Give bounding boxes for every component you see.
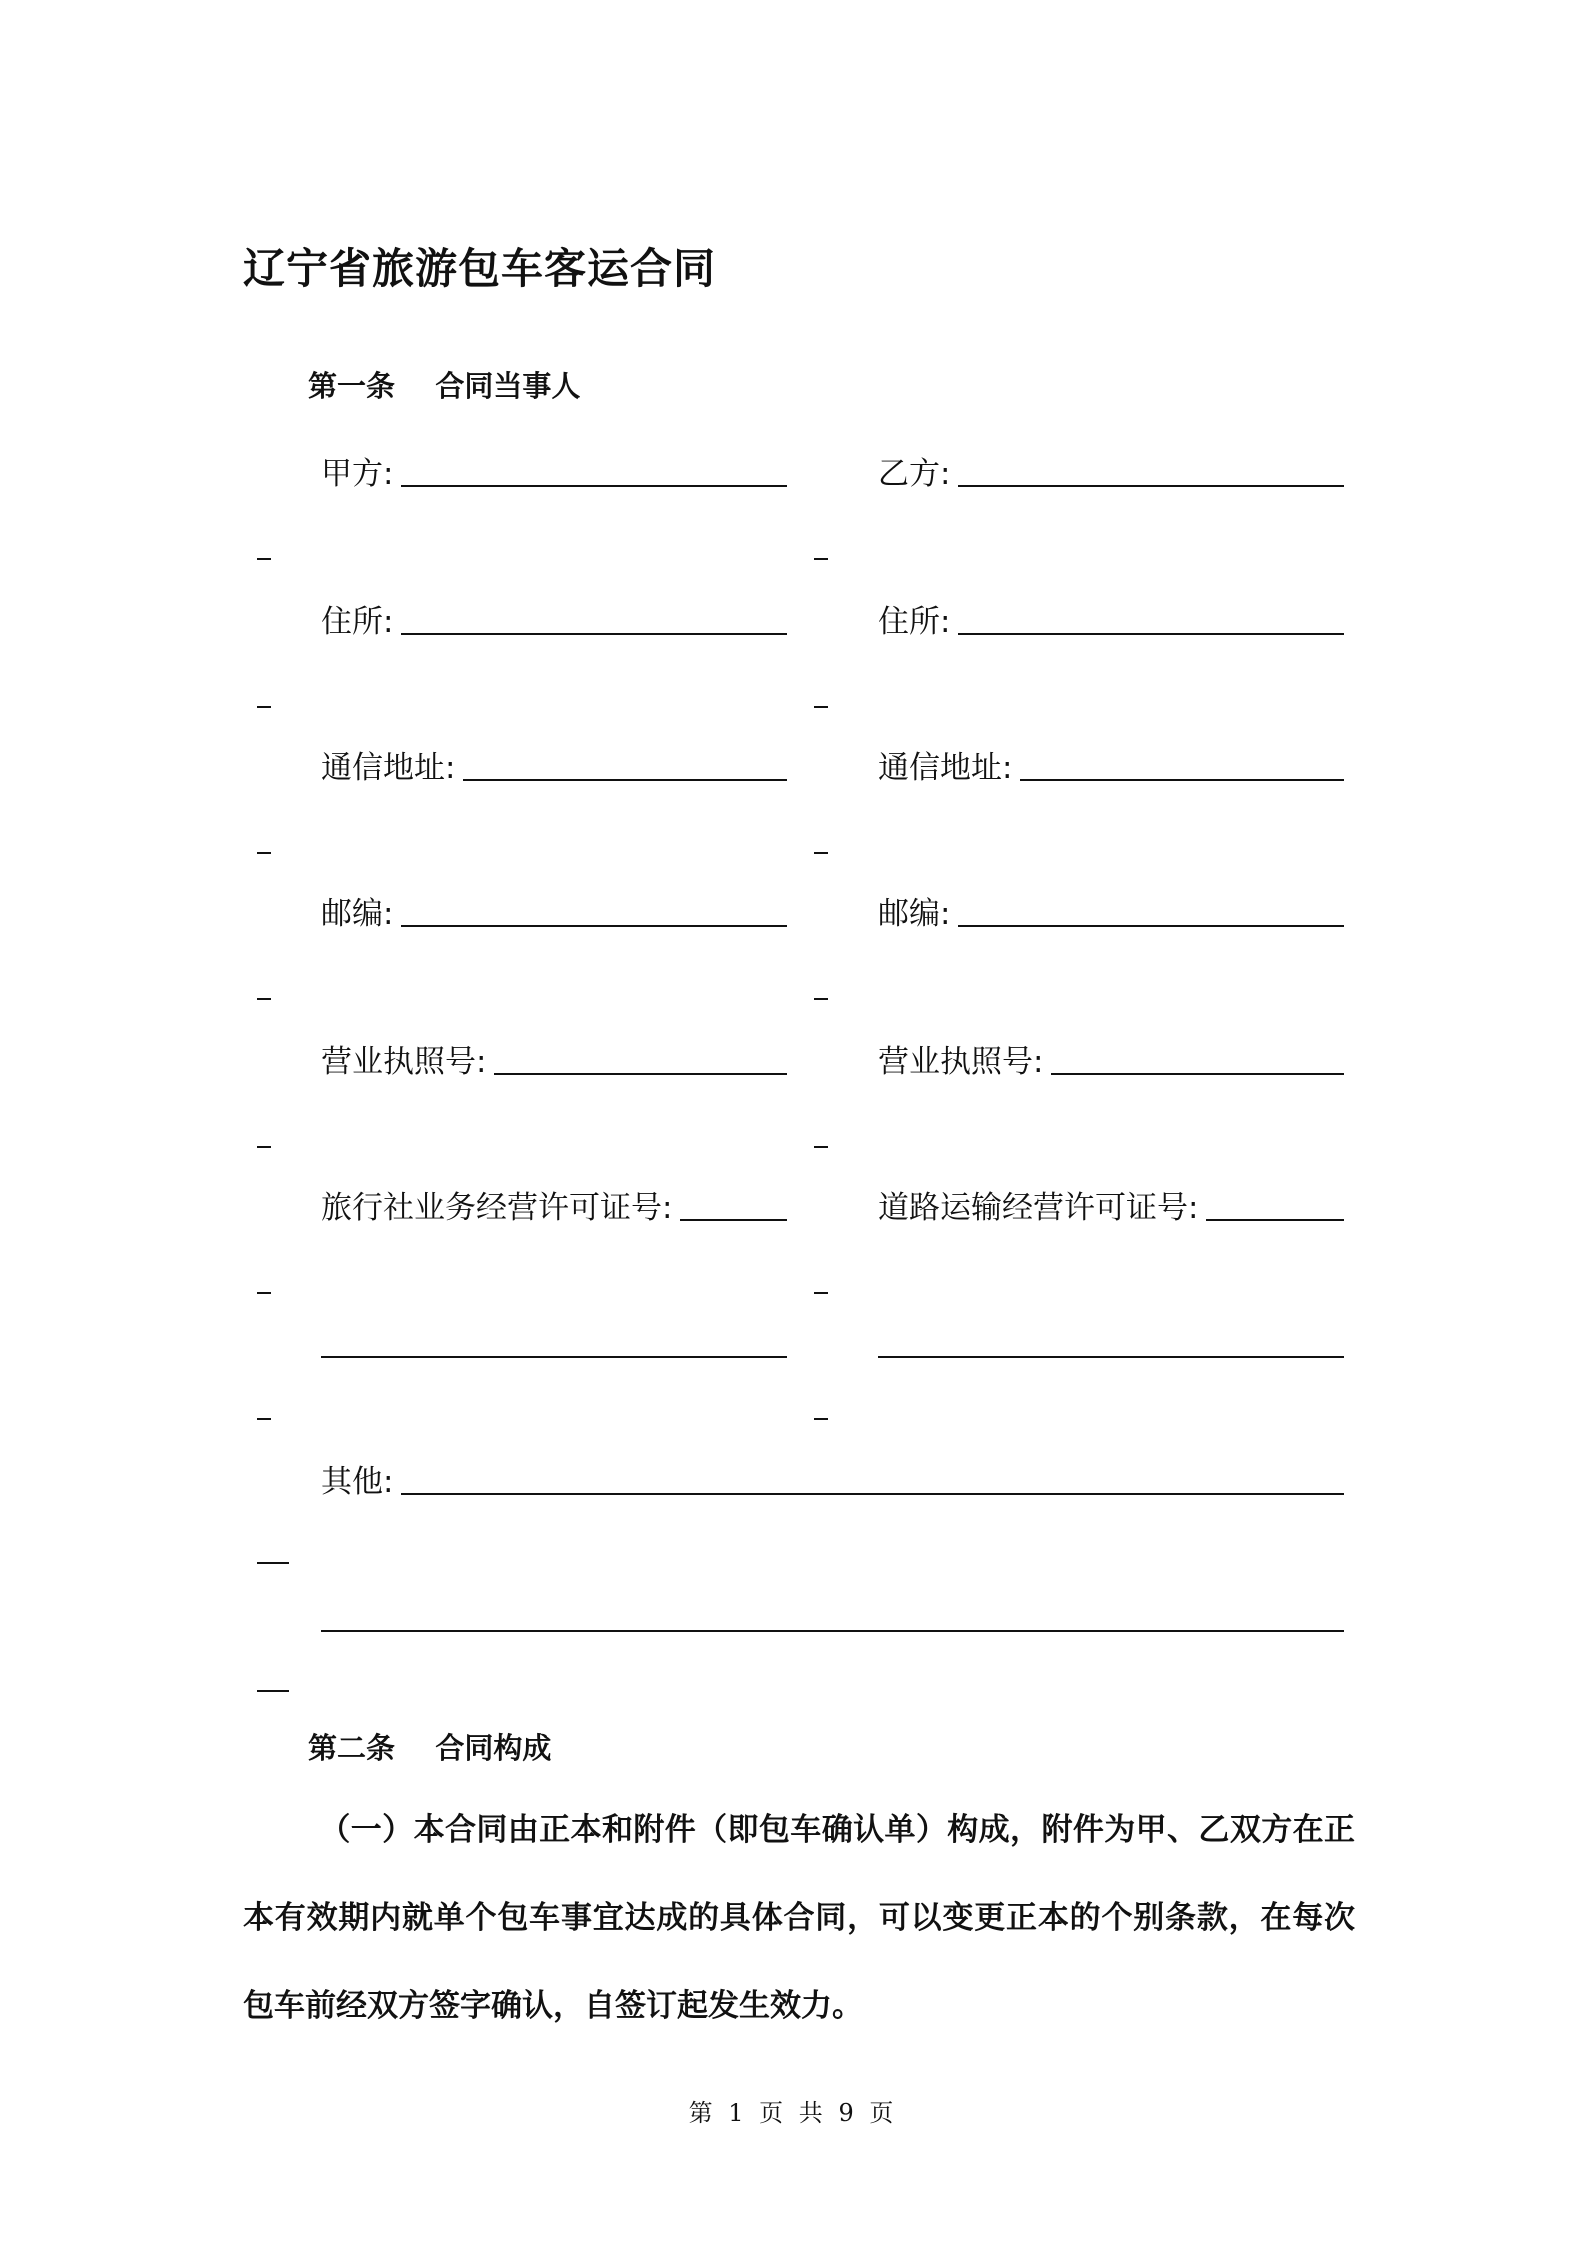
wrap-dash (814, 1292, 828, 1294)
party-a-license-blank[interactable] (494, 1073, 787, 1075)
wrap-dash (814, 1146, 828, 1148)
party-b-address-label: 住所: (878, 604, 951, 640)
article-1-heading: 第一条 合同当事人 (308, 369, 581, 403)
party-b-zip-label: 邮编: (878, 896, 951, 932)
wrap-dash (257, 1146, 271, 1148)
party-a-address-label: 住所: (321, 604, 394, 640)
party-a-permit-label: 旅行社业务经营许可证号: (321, 1190, 673, 1226)
party-a-permit-blank-continued[interactable] (321, 1356, 787, 1358)
party-b-license-field[interactable] (878, 1036, 1344, 1081)
party-a-permit-blank[interactable] (680, 1219, 787, 1221)
wrap-dash (257, 558, 271, 560)
party-a-address-field[interactable] (321, 596, 787, 641)
wrap-dash (814, 706, 828, 708)
party-a-mail-label: 通信地址: (321, 750, 456, 786)
party-b-permit-field[interactable] (878, 1182, 1344, 1227)
party-a-permit-field[interactable] (321, 1182, 787, 1227)
wrap-dash (814, 1418, 828, 1420)
party-b-permit-label: 道路运输经营许可证号: (878, 1190, 1199, 1226)
party-b-mail-field[interactable] (878, 742, 1344, 787)
party-a-name-field[interactable] (321, 448, 787, 493)
party-a-mail-field[interactable] (321, 742, 787, 787)
article-2-paragraph-1-text: （一）本合同由正本和附件（即包车确认单）构成，附件为甲、乙双方在正本有效期内就单个包车事宜达成的具体合同，可以变更正本的个别条款，在每次包车前经双方签字确认，自签订起发生效力。 (243, 1812, 1355, 2024)
party-a-license-label: 营业执照号: (321, 1044, 487, 1080)
party-b-permit-blank-continued[interactable] (878, 1356, 1344, 1358)
party-b-permit-blank[interactable] (1206, 1219, 1344, 1221)
article-2-paragraph-1 (243, 1786, 1355, 2050)
wrap-dash (257, 706, 271, 708)
party-a-zip-blank[interactable] (401, 925, 787, 927)
party-a-zip-label: 邮编: (321, 896, 394, 932)
party-b-name-label: 乙方: (878, 456, 951, 492)
other-blank-continued[interactable] (321, 1630, 1344, 1632)
wrap-dash (814, 852, 828, 854)
party-b-address-field[interactable] (878, 596, 1344, 641)
party-b-address-blank[interactable] (958, 633, 1344, 635)
party-b-name-blank[interactable] (958, 485, 1344, 487)
party-b-name-field[interactable] (878, 448, 1344, 493)
party-b-mail-blank[interactable] (1020, 779, 1344, 781)
party-a-name-blank[interactable] (401, 485, 787, 487)
wrap-dash (814, 558, 828, 560)
party-a-mail-blank[interactable] (463, 779, 787, 781)
party-b-license-blank[interactable] (1051, 1073, 1344, 1075)
page-number-footer: 第 1 页 共 9 页 (688, 2099, 898, 2127)
party-a-zip-field[interactable] (321, 888, 787, 933)
article-2-heading: 第二条 合同构成 (308, 1731, 552, 1765)
party-b-zip-blank[interactable] (958, 925, 1344, 927)
wrap-dash (257, 852, 271, 854)
other-blank[interactable] (401, 1493, 1344, 1495)
wrap-dash-long (257, 1562, 289, 1564)
wrap-dash (257, 1418, 271, 1420)
other-field[interactable] (321, 1456, 1344, 1501)
document-title: 辽宁省旅游包车客运合同 (243, 244, 717, 293)
party-a-license-field[interactable] (321, 1036, 787, 1081)
other-label: 其他: (321, 1464, 394, 1500)
party-b-mail-label: 通信地址: (878, 750, 1013, 786)
party-a-name-label: 甲方: (321, 456, 394, 492)
party-b-zip-field[interactable] (878, 888, 1344, 933)
wrap-dash (814, 998, 828, 1000)
wrap-dash-long (257, 1690, 289, 1692)
wrap-dash (257, 998, 271, 1000)
party-a-address-blank[interactable] (401, 633, 787, 635)
wrap-dash (257, 1292, 271, 1294)
party-b-license-label: 营业执照号: (878, 1044, 1044, 1080)
